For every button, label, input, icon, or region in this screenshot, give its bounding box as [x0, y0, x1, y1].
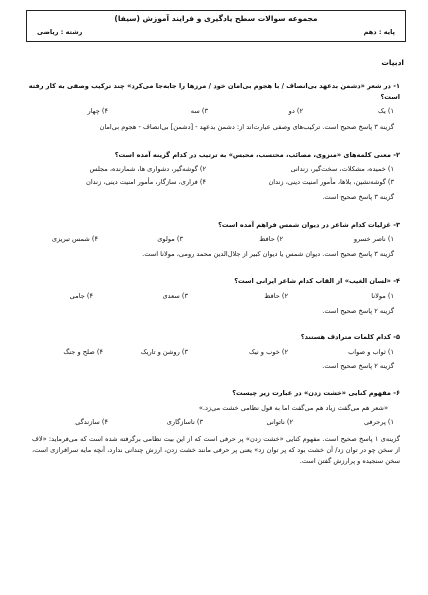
q5-answer: گزینه ۲ پاسخ صحیح است.: [322, 362, 394, 370]
q2-answer: گزینه ۳ پاسخ صحیح است.: [322, 193, 394, 201]
q2-text: ۲- معنی کلمه‌های «منزوی، مصائب، محتسب، محبس» به ترتیب در کدام گزینه آمده است؟: [114, 151, 400, 159]
q3-answer: گزینه ۳ پاسخ صحیح است. دیوان شمس یا دیوان کبیر از جلال‌الدین محمد رومی، مولانا است.: [142, 250, 394, 258]
field-label: رشته : ریاضی: [37, 28, 83, 36]
q6-option-3: ۳) ناسازگاری: [166, 418, 203, 426]
q5-text: ۵- کدام کلمات مترادف هستند؟: [300, 333, 400, 341]
q4-option-3: ۳) سعدی: [162, 292, 188, 300]
q2-option-2: ۲) گوشه‌گیر، دشواری ها، شمارنده، مجلس: [89, 165, 206, 173]
q1-answer: گزینه ۳ پاسخ صحیح است. ترکیب‌های وصفی عبارت‌اند از: دشمن بدعهد - [دشمن] بی‌انصاف - هجوم بی‌امان: [99, 123, 394, 131]
q1-option-4: ۴) چهار: [87, 107, 108, 115]
q5-option-4: ۴) صلح و جنگ: [63, 348, 103, 356]
q4-text: ۴- «لسان الغیب» از القاب کدام شاعر ایرانی است؟: [234, 277, 400, 285]
q6-option-1: ۱) پرحرفی: [363, 418, 394, 426]
q3-option-4: ۴) شمس تبریزی: [51, 235, 98, 243]
q6-text: ۶- مفهوم کنایی «خشت زدن» در عبارت زیر چیست؟: [232, 389, 400, 397]
q1-option-2: ۲) دو: [288, 107, 303, 115]
q3-text: ۳- غزلیات کدام شاعر در دیوان شمس فراهم آمده است؟: [218, 221, 400, 229]
q2-option-4: ۴) فراری، سازگار، مأمور امنیت دینی، زندان: [86, 178, 206, 186]
q5-option-3: ۳) روشن و تاریک: [140, 348, 188, 356]
q4-option-4: ۴) جامی: [69, 292, 93, 300]
header-box: [26, 10, 406, 42]
grade-label: پایه : دهم: [363, 28, 395, 36]
q4-option-2: ۲) حافظ: [264, 292, 288, 300]
q1-text: ۱- در شعر «دشمن بدعهد بی‌انصاف / با هجوم بی‌امان خود / مرزها را جابه‌جا می‌کرد» چند ترکیب وصفی به کار رفته: [28, 82, 400, 90]
q2-option-1: ۱) خمیده، مشکلات، سخت‌گیر، زندانی: [290, 165, 394, 173]
q6-answer: گزینه‌ی ۱ پاسخ صحیح است. مفهوم کنایی «خشت زدن» پر حرفی است که از این بیت نظامی برگرفته شده است که می‌فرماید: «لاف از سخن چو در توان زد/ آن خشت بود که پر توان زد» یعنی پر حرفی مانند خشت زدن، ارزش چندانی ندارد، آنچه مایه سرافرازی است، سخن سنجیده و پرارزش گفتن است.: [32, 435, 400, 465]
q1-option-3: ۳) سه: [190, 107, 208, 115]
q3-option-2: ۲) حافظ: [259, 235, 283, 243]
section-title: ادبیات: [381, 58, 404, 67]
q5-option-2: ۲) خوب و نیک: [248, 348, 288, 356]
q1-text-cont: است؟: [380, 93, 400, 101]
q3-option-3: ۳) مولوی: [157, 235, 183, 243]
q6-option-4: ۴) سازندگی: [75, 418, 108, 426]
q2-option-3: ۳) گوشه‌نشین، بلاها، مأمور امنیت دینی، زندان: [268, 178, 394, 186]
q4-option-1: ۱) مولانا: [371, 292, 394, 300]
q1-option-1: ۱) یک: [378, 107, 394, 115]
q5-option-1: ۱) ثواب و صواب: [348, 348, 394, 356]
q6-option-2: ۲) ناتوانی: [266, 418, 293, 426]
q6-quote: «شعر هم می‌گفت زیاد هم می‌گفت اما به قول نظامی خشت می‌زد.»: [198, 404, 388, 412]
q4-answer: گزینه ۲ پاسخ صحیح است.: [322, 307, 394, 315]
header-title: مجموعه سوالات سطح یادگیری و فرایند آموزش (سیفا): [114, 14, 318, 23]
q3-option-1: ۱) ناصر خسرو: [353, 235, 394, 243]
